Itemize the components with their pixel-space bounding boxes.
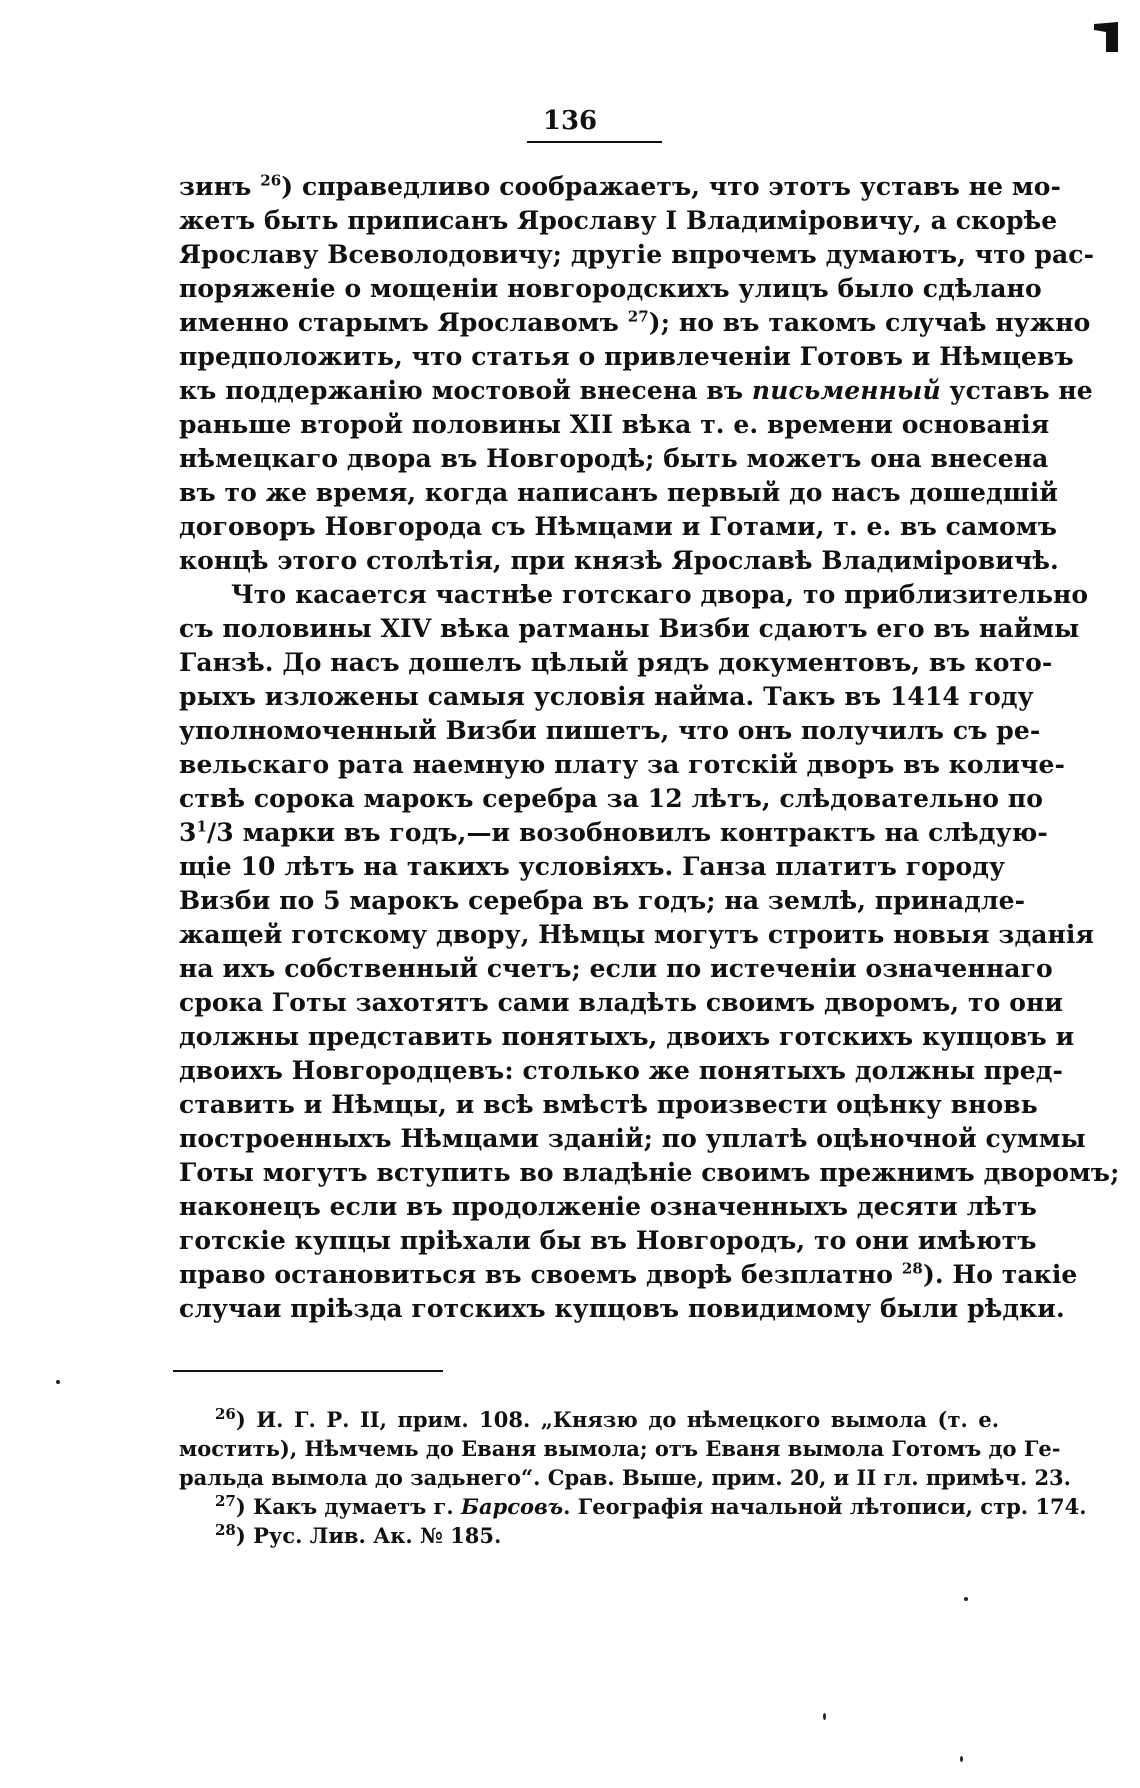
- body-line: вельскаго рата наемную плату за готскій дворъ въ количе-: [179, 750, 1065, 779]
- footnote-26: $^{26}$) И. Г. Р. II, прим. 108. „Князю до нѣмецкого вымола (т. е.: [215, 1405, 999, 1432]
- body-line: ставить и Нѣмцы, и всѣ вмѣстѣ произвести оцѣнку вновь: [179, 1090, 1038, 1119]
- scan-speck: [960, 1756, 963, 1762]
- footnotes: [179, 1405, 1087, 1550]
- body-line: двоихъ Новгородцевъ: столько же понятыхъ должны пред-: [179, 1056, 1064, 1085]
- body-line: предположить, что статья о привлеченіи Готовъ и Нѣмцевъ: [179, 342, 1074, 371]
- body-line: Визби по 5 марокъ серебра въ годъ; на землѣ, принадле-: [179, 886, 1026, 915]
- scan-speck: [823, 1713, 826, 1720]
- body-line: право остановиться въ своемъ дворѣ безплатно $^{28}$). Но такіе: [179, 1259, 1078, 1289]
- body-line: Ганзѣ. До насъ дошелъ цѣлый рядъ документовъ, въ кото-: [179, 648, 1053, 677]
- body-line: случаи пріѣзда готскихъ купцовъ повидимому были рѣдки.: [179, 1294, 1065, 1323]
- footnote-26-continued: мостить), Нѣмчемь до Еваня вымола; отъ Еваня вымола Готомъ до Ге-: [179, 1436, 1061, 1461]
- footnote-28: $^{28}$) Рус. Лив. Ак. № 185.: [215, 1521, 502, 1548]
- body-line: на ихъ собственный счетъ; если по истеченіи означеннаго: [179, 954, 1053, 983]
- body-line: жетъ быть приписанъ Ярославу I Владиміровичу, а скорѣе: [179, 206, 1058, 235]
- body-line: Готы могутъ вступить во владѣніе своимъ прежнимъ дворомъ;: [179, 1158, 1120, 1187]
- body-line: съ половины XIV вѣка ратманы Визби сдаютъ его въ наймы: [179, 614, 1080, 643]
- scan-speck: [56, 1380, 60, 1384]
- body-line: построенныхъ Нѣмцами зданій; по уплатѣ оцѣночной суммы: [179, 1124, 1086, 1153]
- page-number-rule: [527, 141, 662, 143]
- body-line: зинъ $^{26}$) справедливо соображаетъ, что этотъ уставъ не мо-: [179, 171, 1061, 201]
- page-number: 136: [542, 106, 598, 136]
- body-line: рыхъ изложены самыя условія найма. Такъ въ 1414 году: [179, 682, 1034, 711]
- body-line: поряженіе о мощеніи новгородскихъ улицъ было сдѣлано: [179, 274, 1042, 303]
- body-line: срока Готы захотятъ сами владѣть своимъ дворомъ, то они: [179, 988, 1064, 1017]
- body-line: нѣмецкаго двора въ Новгородѣ; быть можетъ она внесена: [179, 444, 1049, 473]
- body-text: [179, 170, 1120, 1326]
- footnote-27: $^{27}$) Какъ думаетъ г. Барсовъ. Географія начальной лѣтописи, стр. 174.: [215, 1492, 1087, 1519]
- footnote-separator: [173, 1370, 443, 1372]
- body-line: наконецъ если въ продолженіе означенныхъ десяти лѣтъ: [179, 1192, 1037, 1221]
- body-line: должны представить понятыхъ, двоихъ готскихъ купцовъ и: [179, 1022, 1075, 1051]
- body-line: къ поддержанію мостовой внесена въ письменный уставъ не: [179, 376, 1093, 405]
- page-corner-mark: [1094, 22, 1118, 52]
- body-line: Что касается частнѣе готскаго двора, то приблизительно: [231, 580, 1089, 609]
- body-line: въ то же время, когда написанъ первый до насъ дошедшій: [179, 478, 1058, 507]
- body-line: раньше второй половины XII вѣка т. е. времени основанія: [179, 410, 1050, 439]
- body-line: именно старымъ Ярославомъ $^{27}$); но въ такомъ случаѣ нужно: [179, 307, 1091, 337]
- footnote-26-continued: ральда вымола до задьнего“. Срав. Выше, прим. 20, и II гл. примѣч. 23.: [179, 1465, 1071, 1490]
- body-line: Ярославу Всеволодовичу; другіе впрочемъ думаютъ, что рас-: [179, 240, 1095, 269]
- body-line: уполномоченный Визби пишетъ, что онъ получилъ съ ре-: [179, 716, 1041, 745]
- body-line: ствѣ сорока марокъ серебра за 12 лѣтъ, слѣдовательно по: [179, 784, 1044, 813]
- body-line: щіе 10 лѣтъ на такихъ условіяхъ. Ганза платитъ городу: [179, 852, 1006, 881]
- body-line: концѣ этого столѣтія, при князѣ Ярославѣ Владиміровичѣ.: [179, 546, 1059, 575]
- body-line: готскіе купцы пріѣхали бы въ Новгородъ, то они имѣютъ: [179, 1226, 1037, 1255]
- scan-speck: [964, 1597, 968, 1601]
- body-line: договоръ Новгорода съ Нѣмцами и Готами, т. е. въ самомъ: [179, 512, 1057, 541]
- body-line: жащей готскому двору, Нѣмцы могутъ строить новыя зданія: [179, 920, 1095, 949]
- body-line: $3^1/3$ марки въ годъ,—и возобновилъ контрактъ на слѣдую-: [179, 817, 1048, 847]
